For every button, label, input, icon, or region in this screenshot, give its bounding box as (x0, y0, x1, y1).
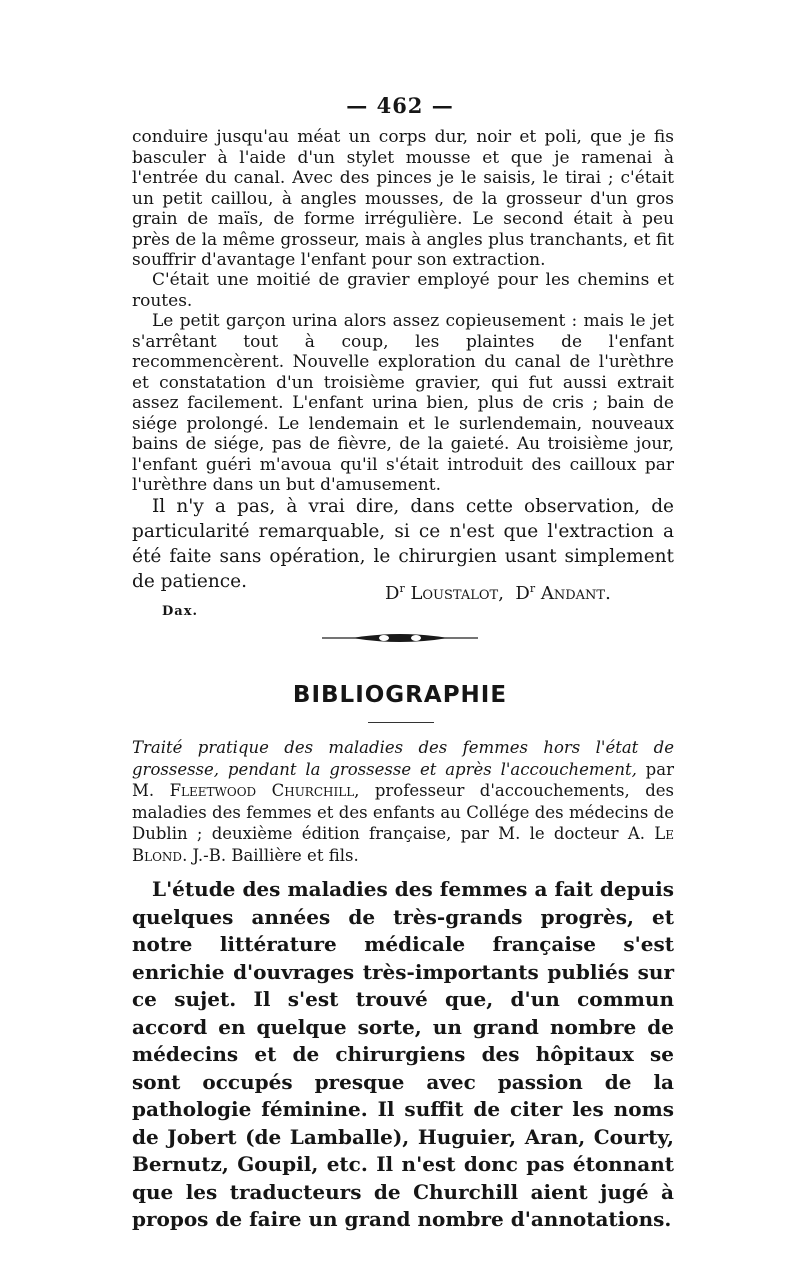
place-name: Dax. (162, 604, 198, 619)
author2-name: Andant. (540, 583, 611, 604)
page-number: — 462 — (346, 93, 454, 118)
paragraph-conclusion: Il n'y a pas, à vrai dire, dans cette observation, de particularité remarquable, si ce n'est que l'extraction a été faite sans opération, le chirurgien usant simplement de patience. (132, 496, 674, 592)
citation-publisher: . J.-B. Baillière et fils. (182, 845, 359, 865)
author1-prefix: D (385, 583, 400, 604)
citation-translator: A. Le Blond (132, 824, 674, 865)
citation-title: Traité pratique des maladies des femmes hors l'état de grossesse, pendant la grossesse et après l'accouchement, (132, 738, 674, 779)
heading-rule (368, 722, 434, 723)
signature (385, 582, 611, 604)
citation-par: par M. (132, 759, 674, 800)
author2-prefix: D (515, 583, 530, 604)
citation-details: , professeur d'accouchements, des maladies des femmes et des enfants au Collége des médecins de Dublin ; deuxième édition française, par M. le docteur (132, 781, 674, 843)
author2-sup: r (529, 582, 536, 595)
paragraph-third-gravel: Le petit garçon urina alors assez copieusement : mais le jet s'arrêtant tout à coup, les plaintes de l'enfant recommencèrent. Nouvelle exploration du canal de l'urèthre et constatation d'un troisième gravier, qui fut aussi extrait assez facilement. L'enfant urina bien, plus de cris ; bain de siége prolongé. Le lendemain et le surlendemain, nouveaux bains de siége, pas de fièvre, de la gaieté. Au troisième jour, l'enfant guéri m'avoua qu'il s'était introduit des cailloux par l'urèthre dans un but d'amusement. (132, 311, 674, 495)
author1-sup: r (399, 582, 405, 595)
bibliography-citation (132, 737, 674, 866)
paragraph-gravel: C'était une moitié de gravier employé pour les chemins et routes. (132, 270, 674, 311)
author1-name: Loustalot, (410, 583, 504, 604)
section-heading: BIBLIOGRAPHIE (292, 682, 508, 708)
review-paragraph: L'étude des maladies des femmes a fait depuis quelques années de très-grands progrès, et notre littérature médicale française s'est enrichie d'ouvrages très-importants publiés sur ce sujet. Il s'est trouvé que, d'un commun accord en quelque sorte, un grand nombre de médecins et de chirurgiens des hôpitaux se sont occupés presque avec passion de la pathologie féminine. Il suffit de citer les noms de Jobert (de Lamballe), Huguier, Aran, Courty, Bernutz, Goupil, etc. Il n'est donc pas étonnant que les traducteurs de Churchill aient jugé à propos de faire un grand nombre d'annotations. (132, 877, 674, 1231)
ornament-divider-icon (322, 631, 478, 645)
citation-author: Fleetwood Churchill (169, 781, 355, 800)
paragraph-extraction: conduire jusqu'au méat un corps dur, noir et poli, que je fis basculer à l'aide d'un stylet mousse et que je ramenai à l'entrée du canal. Avec des pinces je le saisis, le tirai ; c'était un petit caillou, à angles mousses, de la grosseur d'un gros grain de maïs, de forme irrégulière. Le second était à peu près de la même grosseur, mais à angles plus tranchants, et fit souffrir d'avantage l'enfant pour son extraction. (132, 127, 674, 270)
